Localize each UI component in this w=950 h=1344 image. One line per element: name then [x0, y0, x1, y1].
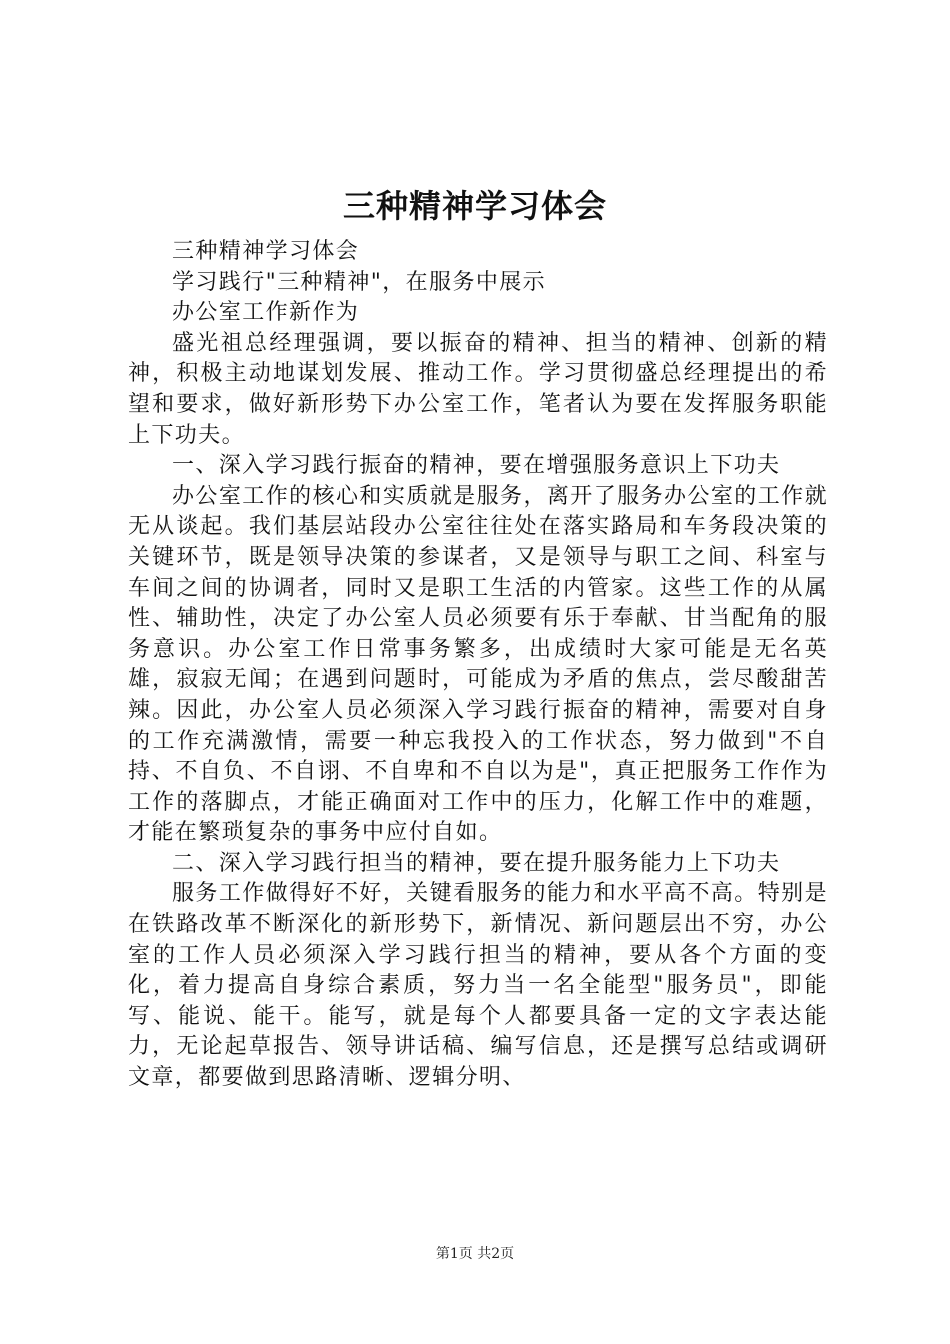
document-title: 三种精神学习体会: [342, 187, 607, 225]
paragraph-intro: 盛光祖总经理强调，要以振奋的精神、担当的精神、创新的精神，积极主动地谋划发展、推动工作。学习贯彻盛总经理提出的希望和要求，做好新形势下办公室工作，笔者认为要在发挥服务职能上下功夫。: [128, 330, 828, 448]
page-footer: 第1页 共2页: [435, 1246, 515, 1262]
section-heading-2: 二、深入学习践行担当的精神，要在提升服务能力上下功夫: [172, 850, 781, 876]
paragraph-heading-line-1: 学习践行"三种精神"，在服务中展示: [172, 269, 547, 295]
document-body: [128, 237, 828, 1094]
paragraph-section-2: 服务工作做得好不好，关键看服务的能力和水平高不高。特别是在铁路改革不断深化的新形势下，新情况、新问题层出不穷，办公室的工作人员必须深入学习践行担当的精神，要从各个方面的变化，着力提高自身综合素质，努力当一名全能型"服务员"，即能写、能说、能干。能写，就是每个人都要具备一定的文字表达能力，无论起草报告、领导讲话稿、编写信息，还是撰写总结或调研文章，都要做到思路清晰、逻辑分明、: [128, 881, 828, 1091]
paragraph-section-1: 办公室工作的核心和实质就是服务，离开了服务办公室的工作就无从谈起。我们基层站段办公室往往处在落实路局和车务段决策的关键环节，既是领导决策的参谋者，又是领导与职工之间、科室与车间之间的协调者，同时又是职工生活的内管家。这些工作的从属性、辅助性，决定了办公室人员必须要有乐于奉献、甘当配角的服务意识。办公室工作日常事务繁多，出成绩时大家可能是无名英雄，寂寂无闻；在遇到问题时，可能成为矛盾的焦点，尝尽酸甜苦辣。因此，办公室人员必须深入学习践行振奋的精神，需要对自身的工作充满激情，需要一种忘我投入的工作状态，努力做到"不自持、不自负、不自诩、不自卑和不自以为是"，真正把服务工作作为工作的落脚点，才能正确面对工作中的压力，化解工作中的难题，才能在繁琐复杂的事务中应付自如。: [128, 483, 828, 846]
paragraph-subtitle: 三种精神学习体会: [172, 239, 360, 264]
section-heading-1: 一、深入学习践行振奋的精神，要在增强服务意识上下功夫: [172, 453, 781, 479]
paragraph-heading-line-2: 办公室工作新作为: [172, 300, 360, 326]
